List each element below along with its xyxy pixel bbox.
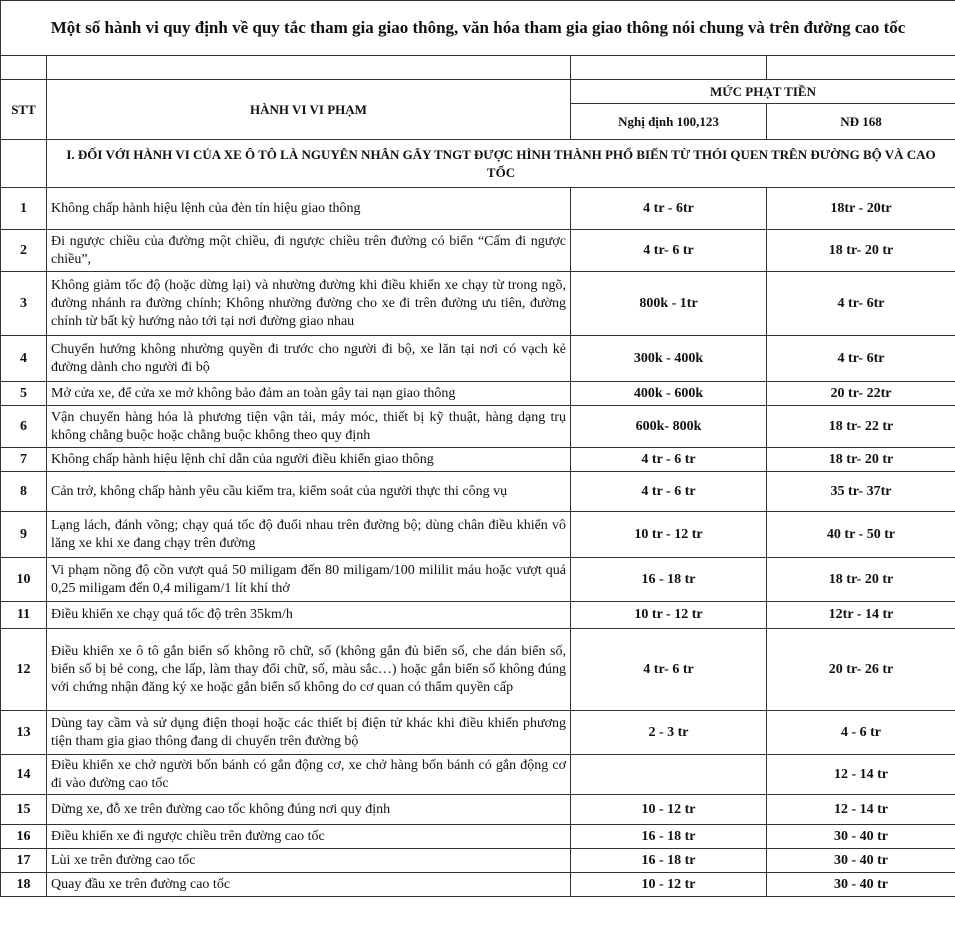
fine-new-cell: 4 - 6 tr bbox=[767, 711, 955, 755]
fine-old-cell: 4 tr- 6 tr bbox=[571, 230, 767, 272]
fine-new-cell: 4 tr- 6tr bbox=[767, 272, 955, 336]
table-row bbox=[1, 873, 955, 897]
fine-old-cell: 10 tr - 12 tr bbox=[571, 602, 767, 629]
fine-old-cell: 10 tr - 12 tr bbox=[571, 512, 767, 558]
header-decree-new: NĐ 168 bbox=[767, 104, 955, 140]
stt-cell: 14 bbox=[1, 755, 47, 795]
fine-old-cell: 16 - 18 tr bbox=[571, 558, 767, 602]
stt-cell: 16 bbox=[1, 825, 47, 849]
table-row bbox=[1, 629, 955, 711]
fine-new-cell: 12 - 14 tr bbox=[767, 795, 955, 825]
fine-old-cell: 400k - 600k bbox=[571, 382, 767, 406]
title-row bbox=[1, 1, 955, 56]
spacer-cell bbox=[47, 56, 571, 80]
table-row bbox=[1, 825, 955, 849]
stt-cell: 3 bbox=[1, 272, 47, 336]
fine-new-cell: 12 - 14 tr bbox=[767, 755, 955, 795]
fine-new-cell: 30 - 40 tr bbox=[767, 849, 955, 873]
stt-cell: 5 bbox=[1, 382, 47, 406]
violation-cell: Điều khiển xe chạy quá tốc độ trên 35km/h bbox=[47, 602, 571, 629]
violation-cell: Không chấp hành hiệu lệnh chỉ dẫn của người điều khiển giao thông bbox=[47, 448, 571, 472]
section-row bbox=[1, 140, 955, 188]
violation-cell: Điều khiển xe chở người bốn bánh có gắn động cơ, xe chở hàng bốn bánh có gắn động cơ đi vào đường cao tốc bbox=[47, 755, 571, 795]
stt-cell: 1 bbox=[1, 188, 47, 230]
section-title: I. ĐỐI VỚI HÀNH VI CỦA XE Ô TÔ LÀ NGUYÊN NHÂN GÂY TNGT ĐƯỢC HÌNH THÀNH PHỔ BIẾN TỪ THÓI QUEN TRÊN ĐƯỜNG BỘ VÀ CAO TỐC bbox=[47, 140, 955, 188]
stt-cell: 17 bbox=[1, 849, 47, 873]
fine-new-cell: 18 tr- 22 tr bbox=[767, 406, 955, 448]
fine-new-cell: 18 tr- 20 tr bbox=[767, 230, 955, 272]
fine-new-cell: 30 - 40 tr bbox=[767, 873, 955, 897]
fine-old-cell: 4 tr - 6tr bbox=[571, 188, 767, 230]
table-row bbox=[1, 795, 955, 825]
violation-cell: Đi ngược chiều của đường một chiều, đi ngược chiều trên đường có biển “Cấm đi ngược chiều”, bbox=[47, 230, 571, 272]
violation-cell: Lạng lách, đánh võng; chạy quá tốc độ đuổi nhau trên đường bộ; dùng chân điều khiển vô lăng xe khi xe đang chạy trên đường bbox=[47, 512, 571, 558]
header-violation: HÀNH VI VI PHẠM bbox=[47, 80, 571, 140]
fine-new-cell: 18 tr- 20 tr bbox=[767, 448, 955, 472]
table-row bbox=[1, 382, 955, 406]
violation-cell: Vi phạm nồng độ cồn vượt quá 50 miligam đến 80 miligam/100 mililit máu hoặc vượt quá 0,25 miligam đến 0,4 miligam/1 lít khí thở bbox=[47, 558, 571, 602]
stt-cell: 2 bbox=[1, 230, 47, 272]
fine-new-cell: 18 tr- 20 tr bbox=[767, 558, 955, 602]
table-row bbox=[1, 188, 955, 230]
fine-old-cell: 10 - 12 tr bbox=[571, 873, 767, 897]
fines-table-body bbox=[1, 1, 955, 897]
stt-cell: 9 bbox=[1, 512, 47, 558]
fine-new-cell: 18tr - 20tr bbox=[767, 188, 955, 230]
violation-cell: Lùi xe trên đường cao tốc bbox=[47, 849, 571, 873]
fine-old-cell: 2 - 3 tr bbox=[571, 711, 767, 755]
table-row bbox=[1, 602, 955, 629]
fine-new-cell: 35 tr- 37tr bbox=[767, 472, 955, 512]
fine-old-cell: 4 tr- 6 tr bbox=[571, 629, 767, 711]
violation-cell: Cản trở, không chấp hành yêu cầu kiểm tra, kiểm soát của người thực thi công vụ bbox=[47, 472, 571, 512]
fine-old-cell: 600k- 800k bbox=[571, 406, 767, 448]
stt-cell: 4 bbox=[1, 336, 47, 382]
violation-cell: Không giảm tốc độ (hoặc dừng lại) và nhường đường khi điều khiển xe chạy từ trong ngõ, đường nhánh ra đường chính; Không nhường đường cho xe đi trên đường ưu tiên, đường chính từ bất kỳ hướng nào tới tại nơi đường giao nhau bbox=[47, 272, 571, 336]
fine-new-cell: 30 - 40 tr bbox=[767, 825, 955, 849]
violation-cell: Điều khiển xe ô tô gắn biển số không rõ chữ, số (không gắn đủ biển số, che dán biển số, biển số bị bẻ cong, che lấp, làm thay đổi chữ, số, màu sắc…) hoặc gắn biển số không đúng với chứng nhận đăng ký xe hoặc gắn biển số không do cơ quan có thẩm quyền cấp bbox=[47, 629, 571, 711]
stt-cell: 10 bbox=[1, 558, 47, 602]
spacer-cell bbox=[1, 56, 47, 80]
violation-cell: Quay đầu xe trên đường cao tốc bbox=[47, 873, 571, 897]
fine-new-cell: 12tr - 14 tr bbox=[767, 602, 955, 629]
fine-old-cell: 16 - 18 tr bbox=[571, 849, 767, 873]
spacer-row bbox=[1, 56, 955, 80]
document-title: Một số hành vi quy định về quy tắc tham gia giao thông, văn hóa tham gia giao thông nói chung và trên đường cao tốc bbox=[1, 1, 955, 56]
table-row bbox=[1, 755, 955, 795]
fine-old-cell: 16 - 18 tr bbox=[571, 825, 767, 849]
header-decree-old: Nghị định 100,123 bbox=[571, 104, 767, 140]
fine-new-cell: 4 tr- 6tr bbox=[767, 336, 955, 382]
stt-cell: 13 bbox=[1, 711, 47, 755]
spacer-cell bbox=[767, 56, 955, 80]
violation-cell: Điều khiển xe đi ngược chiều trên đường cao tốc bbox=[47, 825, 571, 849]
stt-cell: 18 bbox=[1, 873, 47, 897]
violation-cell: Dùng tay cầm và sử dụng điện thoại hoặc các thiết bị điện tử khác khi điều khiển phương tiện tham gia giao thông đang di chuyển trên đường bộ bbox=[47, 711, 571, 755]
table-row bbox=[1, 406, 955, 448]
fine-new-cell: 40 tr - 50 tr bbox=[767, 512, 955, 558]
table-row bbox=[1, 272, 955, 336]
violation-cell: Mở cửa xe, để cửa xe mở không bảo đảm an toàn gây tai nạn giao thông bbox=[47, 382, 571, 406]
violation-cell: Dừng xe, đỗ xe trên đường cao tốc không đúng nơi quy định bbox=[47, 795, 571, 825]
header-fine-group: MỨC PHẠT TIỀN bbox=[571, 80, 955, 104]
fine-old-cell: 800k - 1tr bbox=[571, 272, 767, 336]
fine-new-cell: 20 tr- 22tr bbox=[767, 382, 955, 406]
fine-old-cell: 4 tr - 6 tr bbox=[571, 472, 767, 512]
fine-old-cell bbox=[571, 755, 767, 795]
header-row-1 bbox=[1, 80, 955, 104]
fine-old-cell: 4 tr - 6 tr bbox=[571, 448, 767, 472]
table-row bbox=[1, 230, 955, 272]
violation-cell: Chuyển hướng không nhường quyền đi trước cho người đi bộ, xe lăn tại nơi có vạch kẻ đường dành cho người đi bộ bbox=[47, 336, 571, 382]
table-row bbox=[1, 558, 955, 602]
stt-cell: 7 bbox=[1, 448, 47, 472]
table-row bbox=[1, 336, 955, 382]
fine-old-cell: 300k - 400k bbox=[571, 336, 767, 382]
stt-cell: 12 bbox=[1, 629, 47, 711]
stt-cell: 8 bbox=[1, 472, 47, 512]
violation-cell: Không chấp hành hiệu lệnh của đèn tín hiệu giao thông bbox=[47, 188, 571, 230]
stt-cell: 11 bbox=[1, 602, 47, 629]
fine-old-cell: 10 - 12 tr bbox=[571, 795, 767, 825]
table-row bbox=[1, 849, 955, 873]
spacer-cell bbox=[571, 56, 767, 80]
table-row bbox=[1, 711, 955, 755]
table-row bbox=[1, 512, 955, 558]
table-row bbox=[1, 448, 955, 472]
header-stt: STT bbox=[1, 80, 47, 140]
violation-cell: Vận chuyển hàng hóa là phương tiện vận tải, máy móc, thiết bị kỹ thuật, hàng dạng trụ không chằng buộc hoặc chằng buộc không theo quy định bbox=[47, 406, 571, 448]
stt-cell: 6 bbox=[1, 406, 47, 448]
section-stt-cell bbox=[1, 140, 47, 188]
stt-cell: 15 bbox=[1, 795, 47, 825]
fine-new-cell: 20 tr- 26 tr bbox=[767, 629, 955, 711]
table-row bbox=[1, 472, 955, 512]
